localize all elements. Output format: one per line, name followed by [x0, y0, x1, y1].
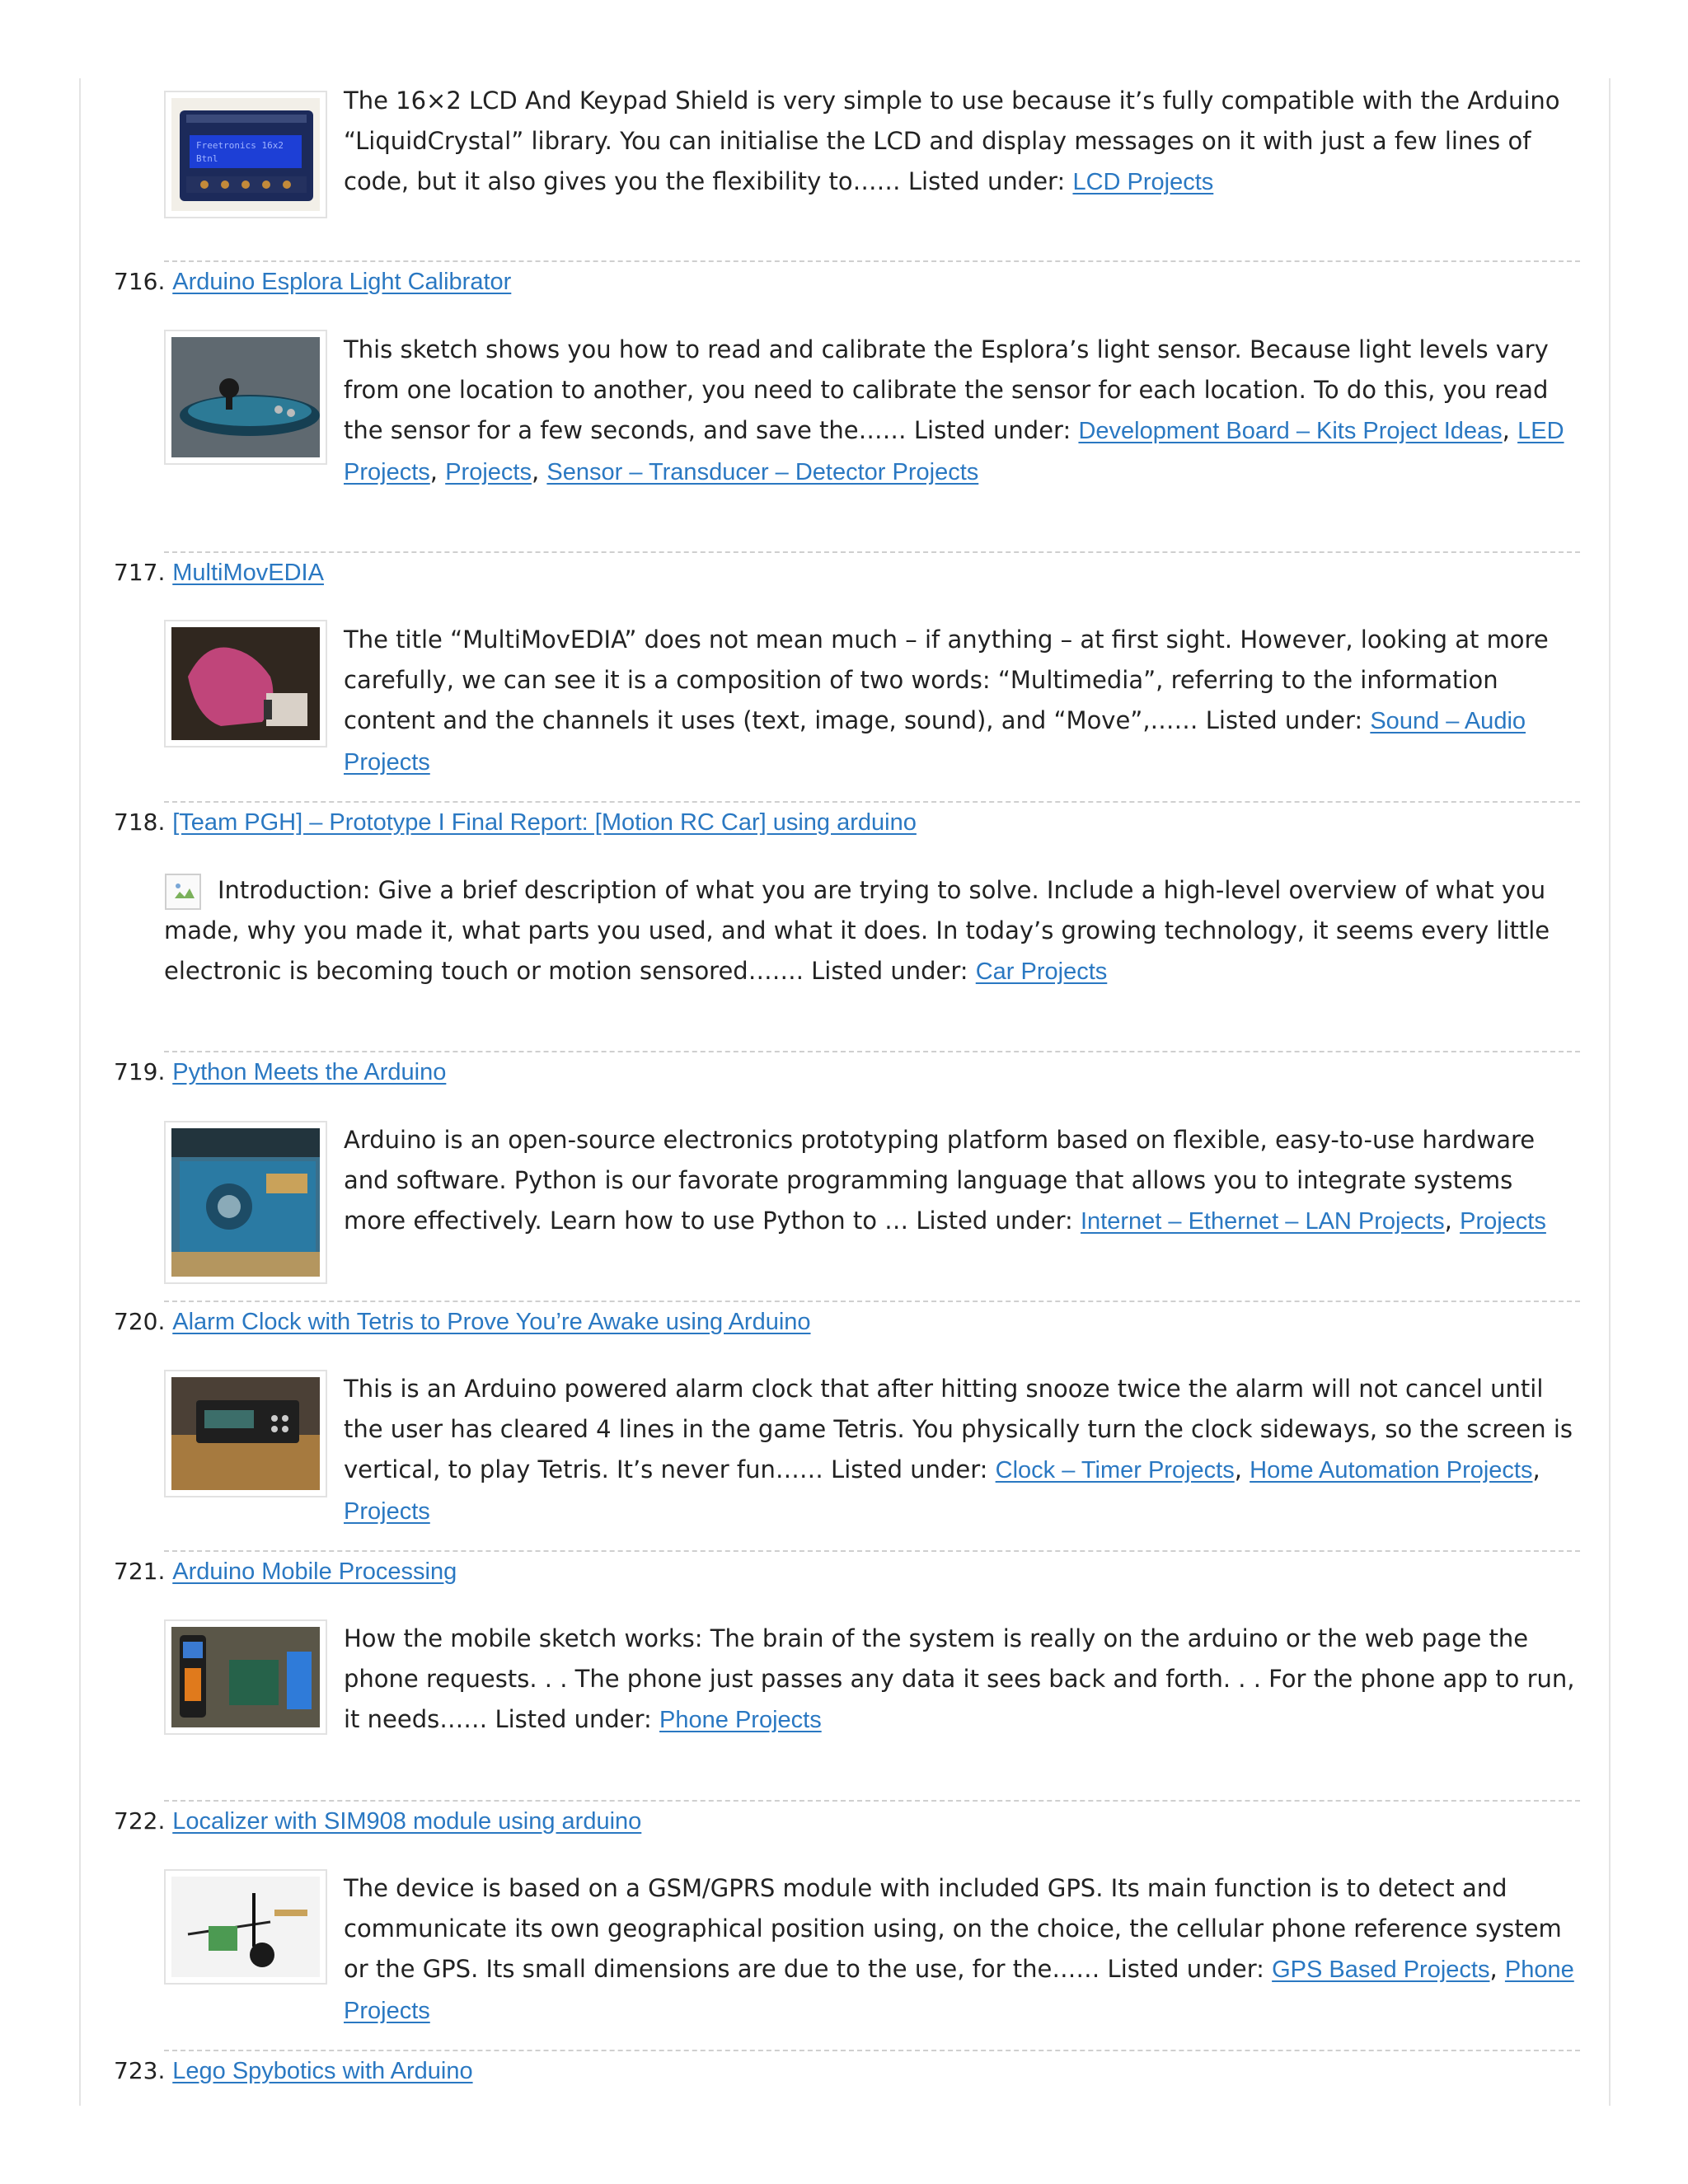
entry-description: This is an Arduino powered alarm clock that after hitting snooze twice the alarm will not cancel until the user has cleared 4 lines in the game Tetris. You physically turn the clock sideways, so the screen is vertical, to play Tetris. It’s never fun…… Listed under: Clock – Timer Projects, Home Automation Projects, Projects — [344, 1375, 1573, 1525]
entry-number: 720. — [114, 1308, 166, 1335]
entry-number: 722. — [114, 1807, 166, 1835]
entry-description: This sketch shows you how to read and calibrate the Esplora’s light sensor. Because light levels vary from one location to another, you need to calibrate the sensor for each location. To do this, you read the sensor for a few seconds, and save the…… Listed under: Development Board – Kits Project Ideas, LED Projects, Projects, Sensor – Transducer – Detector Projects — [344, 335, 1564, 485]
thumbnail-lcd-shield[interactable] — [164, 91, 327, 218]
entry-number: 721. — [114, 1558, 166, 1585]
left-border — [79, 78, 81, 2106]
tag-link[interactable]: Projects — [445, 459, 532, 485]
glove-image — [171, 627, 320, 740]
entry-number: 718. — [114, 808, 166, 836]
entry-divider — [164, 2050, 1580, 2051]
thumbnail-python-arduino[interactable] — [164, 1121, 327, 1284]
svg-text:Freetronics 16x2: Freetronics 16x2 — [196, 140, 284, 151]
entry-title-link[interactable]: Lego Spybotics with Arduino — [172, 2058, 473, 2084]
thumbnail-mobile-processing[interactable] — [164, 1619, 327, 1735]
lcd-shield-image — [171, 98, 320, 211]
tag-link[interactable]: Projects — [344, 1498, 430, 1525]
tag-link[interactable]: Phone Projects — [659, 1707, 822, 1733]
entry-title-row — [114, 1056, 446, 1089]
entry-title-link[interactable]: MultiMovEDIA — [172, 560, 324, 586]
tag-link[interactable]: Car Projects — [975, 958, 1108, 985]
entry-divider — [164, 1051, 1580, 1052]
entry-title-row — [114, 265, 511, 298]
thumbnail-sim908[interactable] — [164, 1869, 327, 1985]
tag-link[interactable]: Projects — [1460, 1208, 1546, 1235]
thumbnail-esplora[interactable] — [164, 330, 327, 465]
entry-number: 723. — [114, 2057, 166, 2084]
tag-link[interactable]: LED Projects — [344, 418, 1564, 485]
entry-title-row — [114, 1305, 811, 1338]
tag-link[interactable]: Home Automation Projects — [1250, 1457, 1533, 1483]
entry-title-row — [114, 1555, 457, 1588]
entry-divider — [164, 551, 1580, 553]
tag-link[interactable]: Development Board – Kits Project Ideas — [1078, 418, 1503, 444]
entry-divider — [164, 1800, 1580, 1802]
tag-link[interactable]: Clock – Timer Projects — [995, 1457, 1235, 1483]
tag-link[interactable]: LCD Projects — [1072, 169, 1214, 195]
entry-number: 717. — [114, 559, 166, 586]
entry-description: The title “MultiMovEDIA” does not mean much – if anything – at first sight. However, looking at more carefully, we can see it is a composition of two words: “Multimedia”, referring to the information content and the channels it uses (text, image, sound), and “Move”,…… Listed under: Sound – Audio Projects — [344, 626, 1549, 776]
entry-title-link[interactable]: Arduino Esplora Light Calibrator — [172, 269, 512, 295]
gps-module-image — [171, 1877, 320, 1977]
tag-link[interactable]: Internet – Ethernet – LAN Projects — [1080, 1208, 1445, 1235]
entry-number: 716. — [114, 268, 166, 295]
entry-divider — [164, 1301, 1580, 1302]
entry-description: The 16×2 LCD And Keypad Shield is very simple to use because it’s fully compatible with the Arduino “LiquidCrystal” library. You can initialise the LCD and display messages on it with just a few lines of code, but it also gives you the flexibility to…… Listed under: LCD Projects — [344, 87, 1560, 195]
thumbnail-alarm-clock[interactable] — [164, 1370, 327, 1497]
entry-title-row — [114, 1805, 641, 1838]
entry-description: Arduino is an open-source electronics prototyping platform based on flexible, easy-to-use hardware and software. Python is our favorate programming language that allows you to integrate systems more effectively. Learn how to use Python to … Listed under: Internet – Ethernet – LAN Projects, Projects — [344, 1126, 1546, 1235]
entry-divider — [164, 801, 1580, 803]
entry-description: The device is based on a GSM/GPRS module with included GPS. Its main function is to detect and communicate its own geographical position using, on the choice, the cellular phone reference system or the GPS. Its small dimensions are due to the use, for the…… Listed under: GPS Based Projects, Phone Projects — [344, 1874, 1574, 2024]
thumbnail-multimovedia[interactable] — [164, 620, 327, 748]
entry-title-link[interactable]: Alarm Clock with Tetris to Prove You’re Awake using Arduino — [172, 1309, 811, 1335]
entry-title-row — [114, 2055, 473, 2088]
entry-description: How the mobile sketch works: The brain of the system is really on the arduino or the web page the phone requests. . . The phone just passes any data it sees back and forth. . . For the phone app to run, it needs…… Listed under: Phone Projects — [344, 1624, 1575, 1733]
tag-link[interactable]: Sound – Audio Projects — [344, 708, 1526, 776]
entry-title-link[interactable]: Localizer with SIM908 module using arduino — [172, 1808, 642, 1835]
arduino-board-image — [171, 1128, 320, 1277]
tag-link[interactable]: Sensor – Transducer – Detector Projects — [546, 459, 979, 485]
right-border — [1609, 78, 1611, 2106]
entry-title-link[interactable]: Python Meets the Arduino — [172, 1059, 447, 1085]
tag-link[interactable]: Phone Projects — [344, 1957, 1574, 2024]
mobile-phone-image — [171, 1627, 320, 1727]
entry-title-link[interactable]: Arduino Mobile Processing — [172, 1558, 457, 1585]
entry-title-row — [114, 556, 324, 589]
tag-link[interactable]: GPS Based Projects — [1272, 1957, 1490, 1983]
alarm-clock-image — [171, 1377, 320, 1490]
entry-number: 719. — [114, 1058, 166, 1085]
entry-title-link[interactable]: [Team PGH] – Prototype I Final Report: [Motion RC Car] using arduino — [172, 809, 917, 836]
esplora-image — [171, 337, 320, 457]
entry-divider — [164, 1550, 1580, 1552]
entry-title-row — [114, 806, 917, 839]
svg-text:Btnl: Btnl — [196, 153, 218, 164]
entry-description: Introduction: Give a brief description of what you are trying to solve. Include a high-level overview of what you made, why you made it, what parts you used, and what it does. In today’s growing technology, it seems every little electronic is becoming touch or motion sensored……. Listed under: Car Projects — [164, 876, 1550, 985]
entry-divider — [164, 260, 1580, 262]
